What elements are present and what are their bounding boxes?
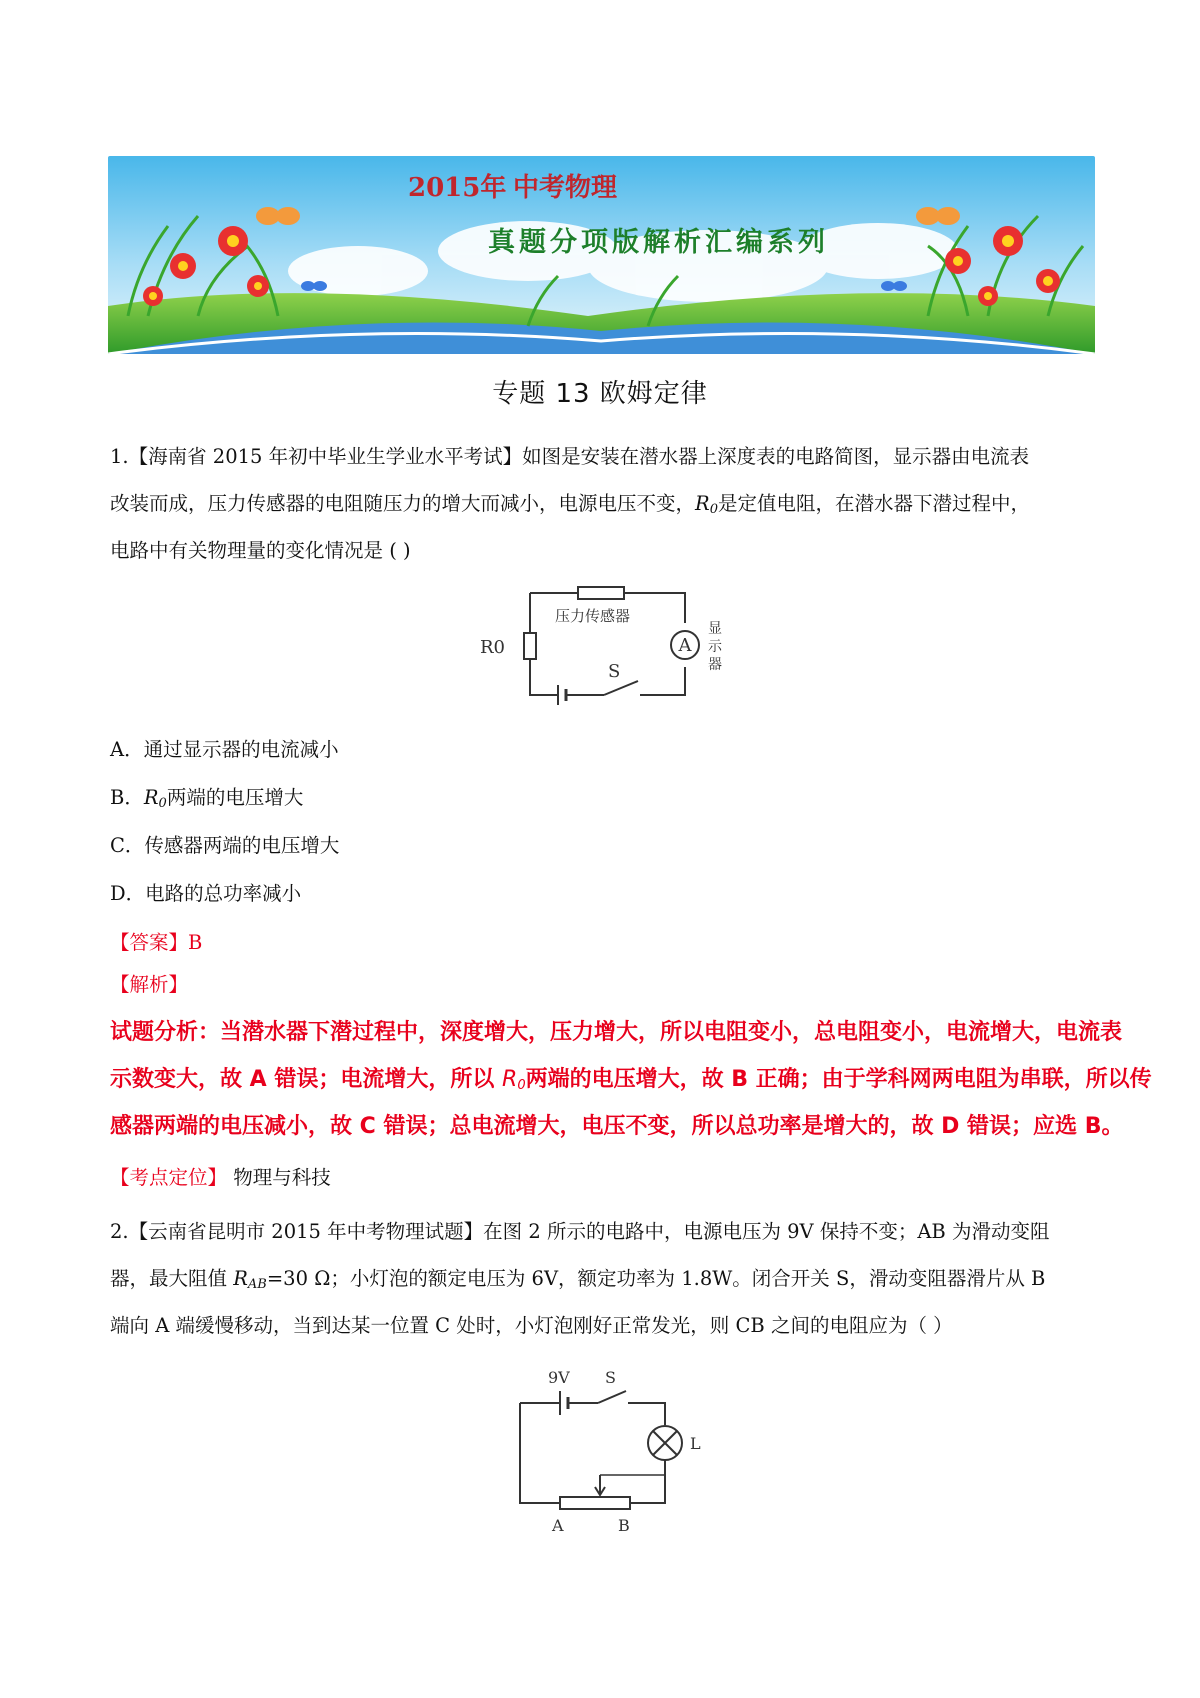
knowledge-point: 【考点定位】 物理与科技 — [110, 1166, 331, 1189]
question-number: 2. — [110, 1220, 129, 1243]
rheostat-icon — [560, 1497, 630, 1509]
question-text: 改装而成，压力传感器的电阻随压力的增大而减小，电源电压不变， — [110, 492, 696, 515]
ammeter-icon: A — [678, 635, 692, 656]
variable-rab: $R_{AB}$ — [233, 1267, 267, 1292]
question-number: 1. — [110, 445, 129, 468]
question-text: 电路中有关物理量的变化情况是 ( ) — [110, 539, 411, 562]
header-banner — [108, 156, 1095, 354]
option-b: B．$R_0$两端的电压增大 — [110, 786, 304, 811]
question-2-stem — [110, 1208, 1095, 1349]
answer: 【答案】B — [110, 931, 203, 954]
question-source: 【云南省昆明市 2015 年中考物理试题】 — [128, 1220, 484, 1243]
pressure-sensor-label: 压力传感器 — [555, 607, 631, 625]
option-a: A．通过显示器的电流减小 — [110, 738, 339, 761]
option-c: C．传感器两端的电压增大 — [110, 834, 340, 857]
question-text: 是定值电阻，在潜水器下潜过程中， — [717, 492, 1030, 515]
analysis-text: 试题分析：当潜水器下潜过程中，深度增大，压力增大，所以电阻变小，总电阻变小，电流增大，电流表 示数变大，故 A 错误；电流增大，所以 $R_0$两端的电压增大，故 B 正确；由于学科网两电阻为串联，所以传 感器两端的电压减小，故 C 错误；总电流增大，电压不变，所以总功率是增大的，故 D 错误；应选 B。 — [110, 1020, 1152, 1139]
question-text: 器，最大阻值 — [110, 1267, 234, 1290]
lamp-label: L — [690, 1434, 701, 1453]
banner-year: 2015年 — [408, 173, 507, 203]
banner-series: 真题分项版解析汇编系列 — [488, 227, 829, 258]
banner-illustration — [108, 156, 1095, 354]
rheostat-end-a: A — [552, 1516, 564, 1535]
switch-label: S — [605, 1368, 616, 1387]
question-text: 如图是安装在潜水器上深度表的电路简图，显示器由电流表 — [522, 445, 1030, 468]
question-text: 端向 A 端缓慢移动，当到达某一位置 C 处时，小灯泡刚好正常发光，则 CB 之间的电阻应为（ ） — [110, 1314, 953, 1337]
r0-label: R0 — [480, 637, 506, 658]
variable-r0: $R_0$ — [502, 1067, 526, 1093]
subject-title: 专题 13 欧姆定律 — [492, 379, 708, 409]
display-label: 器 — [708, 657, 722, 673]
switch-label: S — [608, 661, 621, 682]
pressure-sensor-resistor — [578, 587, 624, 599]
question-text: 在图 2 所示的电路中，电源电压为 9V 保持不变；AB 为滑动变阻 — [483, 1220, 1050, 1243]
r0-resistor — [524, 633, 536, 659]
question-text: =30 Ω；小灯泡的额定电压为 6V，额定功率为 1.8W。闭合开关 S，滑动变阻器滑片从 B — [266, 1267, 1046, 1290]
variable-r0: $R_0$ — [695, 492, 718, 517]
circuit-diagram-2 — [500, 1355, 730, 1535]
question-source: 【海南省 2015 年初中毕业生学业水平考试】 — [128, 445, 523, 468]
circuit-diagram-1 — [470, 585, 730, 715]
rheostat-end-b: B — [618, 1516, 630, 1535]
option-d: D．电路的总功率减小 — [110, 882, 302, 905]
analysis-heading: 【解析】 — [110, 973, 189, 996]
display-label: 显 — [708, 621, 722, 637]
question-1-stem — [110, 433, 1095, 574]
banner-title: 中考物理 — [513, 173, 618, 203]
display-label: 示 — [708, 639, 722, 655]
voltage-label: 9V — [548, 1368, 570, 1387]
